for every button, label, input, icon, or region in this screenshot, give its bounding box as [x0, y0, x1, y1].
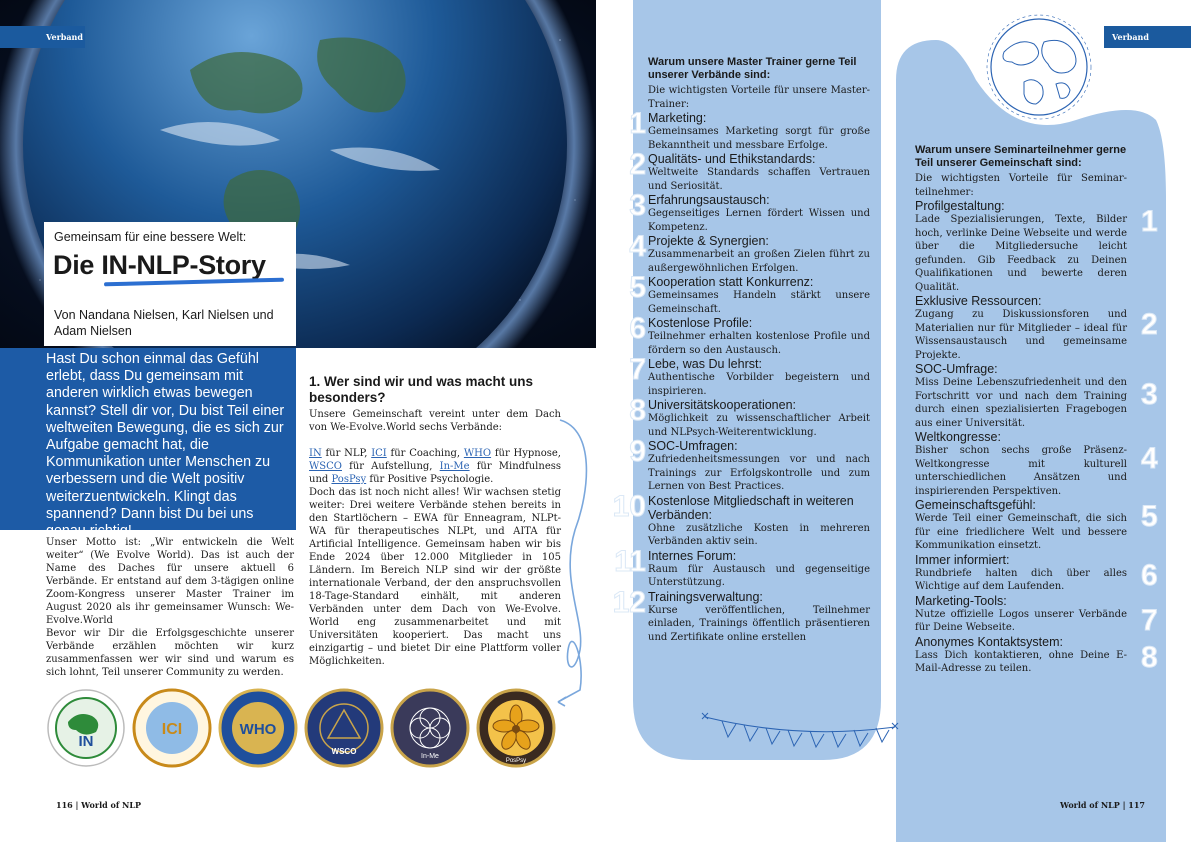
- association-list: IN für NLP, ICI für Coaching, WHO für Hypnose, WSCO für Aufstellung, In-Me für Mindfulness und PosPsy für Positive Psychologie.: [309, 448, 562, 485]
- participant-heading: Warum unsere Seminarteilnehmer gerne Teil unserer Gemeinschaft sind:: [915, 144, 1127, 169]
- logo-in-me-short: In-Me: [421, 753, 439, 760]
- trainers-item-number: 12: [612, 585, 646, 619]
- trainers-item-text: Raum für Austausch und gegenseitige Unterstützung.: [648, 563, 870, 588]
- link-in[interactable]: IN: [309, 448, 322, 459]
- section-tag-right: [1104, 26, 1191, 48]
- logo-pospsy-short: PosPsy: [505, 758, 527, 764]
- participants-item-text: Rundbriefe halten dich über alles Wichtige auf dem Laufenden.: [915, 567, 1127, 592]
- intro-box: [0, 348, 296, 540]
- participants-item-text: Werde Teil einer Gemeinschaft, die sich für eine friedlichere Welt und bessere Kommunikation einsetzt.: [915, 513, 1127, 551]
- participants-item: [915, 498, 1158, 553]
- trainers-item-text: Gemeinsames Handeln stärkt unsere Gemeinschaft.: [648, 290, 870, 315]
- trainers-item-heading: Kostenlose Profile:: [648, 316, 753, 330]
- trainers-item-number: 1: [629, 107, 646, 140]
- trainer-intro: Die wichtigsten Vorteile für unsere Master-Trainer:: [648, 85, 870, 110]
- trainers-item-number: 10: [612, 489, 646, 523]
- trainers-item-heading: Qualitäts- und Ethikstandards:: [648, 152, 816, 166]
- participants-item-number: 5: [1141, 500, 1158, 533]
- logo-who-short: WHO: [239, 721, 277, 738]
- participants-item-number: 4: [1141, 442, 1158, 475]
- trainers-item: [629, 312, 870, 357]
- participants-item: [915, 362, 1158, 430]
- participant-list: [915, 199, 1158, 676]
- participants-item-number: 7: [1141, 603, 1158, 637]
- footer-right: World of NLP | 117: [1060, 800, 1145, 810]
- trainers-item-number: 3: [629, 189, 646, 222]
- participants-item-heading: Anonymes Kontaktsystem:: [915, 634, 1063, 649]
- participants-item-heading: Exklusive Ressourcen:: [915, 294, 1042, 308]
- logo-wsco[interactable]: [304, 688, 384, 768]
- trainers-item: [629, 189, 870, 234]
- trainers-item-heading: Internes Forum:: [648, 548, 737, 563]
- trainers-item-text: Zusammenarbeit an großen Zielen führt zu außergewöhnlichen Erfolgen.: [648, 249, 870, 274]
- section-one-heading: 1. Wer sind wir und was macht uns besonders?: [309, 374, 534, 405]
- participants-item: [915, 634, 1158, 676]
- page-title: Die IN-NLP-Story: [53, 250, 266, 280]
- intro-text: Hast Du schon einmal das Gefühl erlebt, dass Du gemeinsam mit anderen wirklich etwas bewegen kannst? Stell dir vor, Du bist Teil einer weltweiten Bewegung, die es sich zur Aufgabe gemacht hat, die Kommunikation unter Menschen zu verbessern und die Welt positiv weiterzuentwickeln. Klingt das spannend? Dann bist Du bei uns genau richtig!: [46, 351, 285, 540]
- trainers-item-text: Authentische Vorbilder begeistern und inspirieren.: [648, 372, 870, 397]
- trainers-item-text: Gegenseitiges Lernen fördert Wissen und Kompetenz.: [648, 208, 870, 233]
- growth-paragraph: Doch das ist noch nicht alles! Wir wachsen stetig weiter: Drei weitere Verbände stehen bereits in den Startlöchern – EWA für Enneagram, NLPt-WA für therapeutisches NLPt, und AITA für Artificial Intelligence. Gemeinsam haben wir bis Ende 2024 über 12.000 Mitglieder in 105 Ländern. Im Bereich NLP sind wir der größte internationale Verband, der den anspruchsvollen 18-Tage-Standard einhält, mit anderen Verbänden unter dem Dach von We-Evolve. World eng zusammenarbeitet und mit Universitäten kooperiert. Das macht uns einzigartig – und bietet Dir eine Plattform voller Möglichkeiten.: [309, 487, 561, 667]
- participants-item: [915, 430, 1158, 498]
- participants-item: [915, 199, 1158, 294]
- participants-item-number: 3: [1141, 378, 1158, 411]
- logo-in[interactable]: [46, 688, 126, 768]
- logo-in-me[interactable]: [390, 688, 470, 768]
- trainers-item-heading: Kooperation statt Konkurrenz:: [648, 275, 814, 289]
- logo-ici-short: ICI: [161, 721, 183, 738]
- trainers-item: [629, 230, 870, 275]
- participants-item-heading: Marketing-Tools:: [915, 593, 1007, 608]
- trainers-item: [629, 271, 870, 316]
- decorative-curl: [540, 410, 600, 710]
- participant-benefits: [915, 144, 1158, 676]
- logo-pospsy[interactable]: [476, 688, 556, 768]
- participants-item-number: 1: [1141, 205, 1158, 238]
- trainers-item: [629, 107, 870, 152]
- trainers-item-text: Gemeinsames Marketing sorgt für große Bekanntheit und messbare Erfolge.: [648, 126, 870, 151]
- trainers-item-heading: Trainingsverwaltung:: [648, 589, 763, 604]
- section-one: [309, 374, 561, 668]
- trainers-item-number: 6: [629, 312, 646, 345]
- section-tag-right-label: Verband: [1112, 32, 1149, 42]
- trainer-heading: Warum unsere Master Trainer gerne Teil unserer Verbände sind:: [648, 56, 857, 81]
- section-one-intro: Unsere Gemeinschaft vereint unter dem Dach von We-Evolve.World sechs Verbände:: [309, 409, 561, 433]
- trainers-item-heading: Kostenlose Mitgliedschaft in weiteren Verbänden:: [648, 493, 854, 522]
- link-in-me[interactable]: In-Me: [439, 461, 470, 472]
- trainers-item: [612, 585, 870, 645]
- trainers-item: [629, 353, 870, 398]
- trainers-item-heading: SOC-Umfragen:: [648, 439, 738, 453]
- link-ici[interactable]: ICI: [371, 448, 387, 459]
- authors-line: Von Nandana Nielsen, Karl Nielsen und Adam Nielsen: [54, 308, 274, 338]
- trainers-item: [629, 148, 870, 193]
- participants-item-heading: Immer informiert:: [915, 552, 1010, 567]
- trainers-item-text: Zufriedenheitsmessungen vor und nach Trainings zur Erfolgskontrolle und zum Lernen von Best Practices.: [648, 454, 870, 492]
- trainers-item-heading: Marketing:: [648, 111, 707, 125]
- participants-item-heading: Gemeinschaftsgefühl:: [915, 498, 1036, 512]
- trainers-item-number: 5: [629, 271, 646, 304]
- trainers-item-heading: Universitätskooperationen:: [648, 398, 796, 412]
- trainers-item-text: Weltweite Standards schaffen Vertrauen und Seriosität.: [648, 167, 870, 192]
- trainers-item-text: Teilnehmer erhalten kostenlose Profile und fördern so den Austausch.: [648, 331, 870, 356]
- trainers-item: [629, 394, 870, 439]
- title-card: [44, 222, 296, 346]
- globe-icon: [984, 12, 1094, 122]
- participant-intro: Die wichtigsten Vorteile für Seminar-teilnehmer:: [915, 173, 1127, 198]
- section-tag: [0, 26, 85, 48]
- trainer-benefits: [612, 56, 870, 644]
- participants-item-heading: Weltkongresse:: [915, 430, 1001, 444]
- logo-ici[interactable]: [132, 688, 212, 768]
- logo-in-short: IN: [78, 733, 94, 750]
- footer-left: 116 | World of NLP: [56, 800, 141, 810]
- motto-paragraph: Unser Motto ist: „Wir entwickeln die Welt weiter“ (We Evolve World). Das ist auch der Name des Daches für unsere aktuell 6 Verbände. Er entstand auf dem 3-tägigen online Zoom-Kongress unserer Master Trainer im August 2020 als ihr gemeinsamer Wunsch: We-Evolve.World: [46, 537, 294, 626]
- trainer-list: [612, 107, 870, 644]
- participants-item-heading: Profilgestaltung:: [915, 199, 1005, 213]
- participants-item: [915, 294, 1158, 362]
- trainers-item-number: 2: [629, 148, 646, 181]
- link-pospsy[interactable]: PosPsy: [331, 474, 367, 485]
- trainers-item-number: 4: [629, 230, 646, 263]
- participants-item-text: Lass Dich kontaktieren, ohne Deine E-Mail-Adresse zu teilen.: [915, 649, 1127, 674]
- trainers-item-number: 7: [629, 353, 646, 386]
- participants-item-text: Bisher schon sechs große Präsenz-Weltkongresse mit kulturell unterschiedlichen Ansätzen und inspirierenden Perspektiven.: [915, 445, 1127, 497]
- story-paragraph: Bevor wir Dir die Erfolgsgeschichte unserer Verbände erzählen möchten wir kurz zusammenfassen wer wir sind und warum es sich lohnt, Teil unserer Community zu werden.: [46, 628, 294, 678]
- logo-wsco-short: WSCO: [331, 747, 357, 756]
- trainers-item-number: 9: [629, 435, 646, 468]
- participants-item-heading: SOC-Umfrage:: [915, 362, 998, 376]
- trainers-item: [629, 435, 870, 494]
- participants-item-number: 6: [1141, 558, 1158, 592]
- trainers-item: [614, 544, 870, 590]
- trainers-item-heading: Lebe, was Du lehrst:: [648, 357, 762, 371]
- bunting-decoration: [700, 705, 900, 765]
- participants-item-number: 8: [1141, 640, 1158, 674]
- trainers-item-text: Kurse veröffentlichen, Teilnehmer einladen, Trainings öffentlich präsentieren und Zertifikate online erstellen: [648, 604, 870, 643]
- participants-item-text: Miss Deine Lebenszufriedenheit und den Fortschritt vor und nach dem Training durch einen spezialisierten Fragebogen aus einer Universität.: [915, 377, 1127, 429]
- title-kicker: Gemeinsam für eine bessere Welt:: [54, 230, 247, 244]
- trainers-item-number: 8: [629, 394, 646, 427]
- participants-item: [915, 593, 1158, 637]
- left-column-text: [46, 536, 294, 679]
- participants-item-text: Lade Spezialisierungen, Texte, Bilder hoch, verlinke Deine Webseite und werde über die Mitgliedersuche leicht gefunden. Gib Feedback zu Deinen Qualifikationen und bewerte deren Qualität.: [915, 214, 1127, 293]
- link-who[interactable]: WHO: [463, 448, 492, 459]
- participants-item-text: Nutze offizielle Logos unserer Verbände für Deine Webseite.: [915, 608, 1127, 633]
- section-tag-label: Verband: [46, 32, 83, 42]
- link-wsco[interactable]: WSCO: [309, 461, 342, 472]
- logo-who[interactable]: [218, 688, 298, 768]
- trainers-item: [612, 489, 870, 549]
- trainers-item-number: 11: [614, 544, 646, 578]
- participants-item-text: Zugang zu Diskussionsforen und Materialien nur für Mitglieder – ideal für Wissensaustausch und gemeinsame Projekte.: [915, 309, 1127, 361]
- trainers-item-heading: Projekte & Synergien:: [648, 234, 769, 248]
- trainers-item-text: Ohne zusätzliche Kosten in mehreren Verbänden aktiv sein.: [648, 522, 870, 547]
- participants-item: [915, 552, 1158, 594]
- trainers-item-text: Möglichkeit zu wissenschaftlicher Arbeit und NLPsych-Weiterentwicklung.: [648, 413, 870, 438]
- participants-item-number: 2: [1141, 308, 1158, 341]
- trainers-item-heading: Erfahrungsaustausch:: [648, 193, 770, 207]
